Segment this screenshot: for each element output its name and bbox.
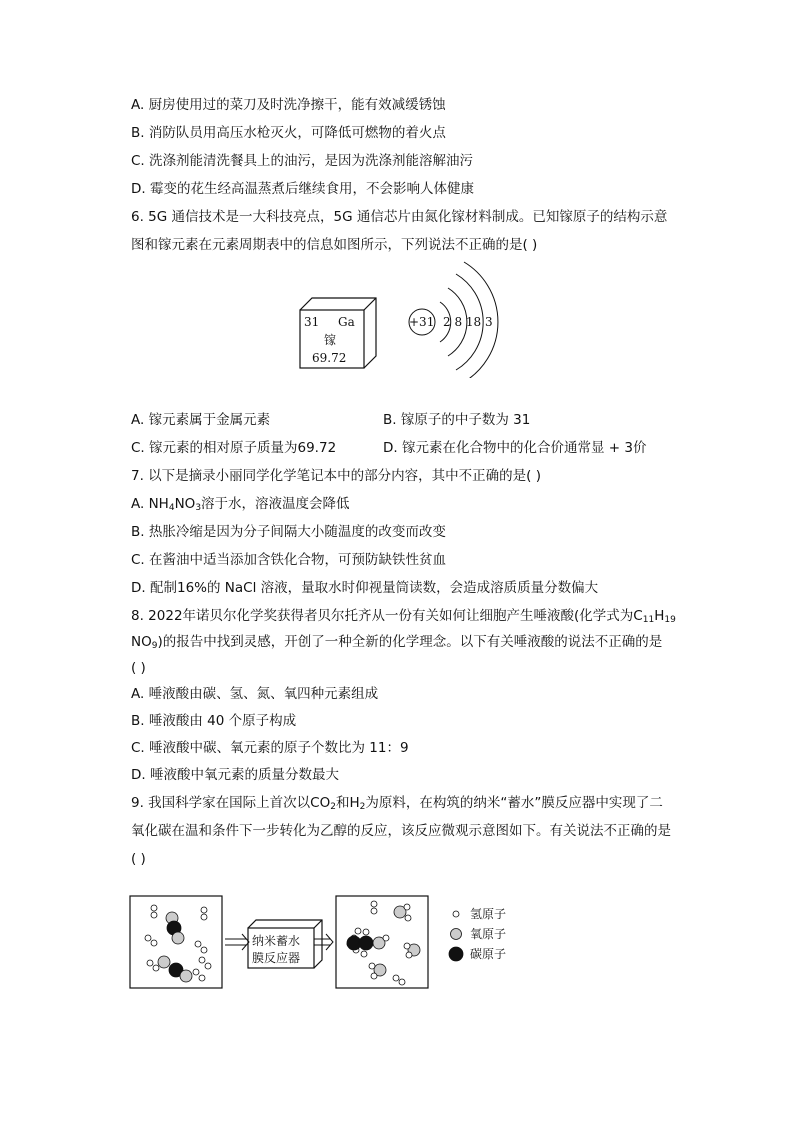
legend-oxygen-swatch: [451, 929, 462, 940]
legend-carbon-swatch: [449, 947, 463, 961]
legend: [449, 911, 463, 961]
q5-option-a: A. 厨房使用过的菜刀及时洗净擦干，能有效减缓锈蚀: [131, 97, 446, 113]
q9-stem-line3: ( ): [131, 851, 146, 867]
element-symbol: Ga: [338, 315, 355, 329]
q7-option-d: D. 配制16%的 NaCl 溶液，量取水时仰视量筒读数，会造成溶质质量分数偏大: [131, 580, 599, 596]
q6-stem-line2: 图和镓元素在元素周期表中的信息如图所示，下列说法不正确的是( ): [131, 237, 538, 253]
element-name: 镓: [324, 333, 337, 347]
q6-option-b: B. 镓原子的中子数为 31: [383, 412, 531, 428]
q8-stem-line2: $NO_9$)的报告中找到灵感，开创了一种全新的化学理念。以下有关唾液酸的说法不正确的是: [131, 634, 663, 651]
reaction-diagram: [128, 894, 528, 994]
legend-hydrogen-swatch: [453, 911, 459, 917]
legend-oxygen-label: 氧原子: [470, 927, 507, 941]
element-number: 31: [304, 315, 320, 329]
q8-option-c: C. 唾液酸中碳、氧元素的原子个数比为 11：9: [131, 740, 409, 756]
q7-option-b: B. 热胀冷缩是因为分子间隔大小随温度的改变而改变: [131, 524, 446, 540]
q7-option-a: A. $NH_4NO_3$溶于水，溶液温度会降低: [131, 496, 350, 513]
product-molecules: [347, 901, 420, 985]
nucleus-charge: +31: [409, 315, 435, 329]
legend-hydrogen-label: 氢原子: [470, 907, 507, 921]
q8-option-d: D. 唾液酸中氧元素的质量分数最大: [131, 767, 339, 783]
q9-stem-line1: 9. 我国科学家在国际上首次以$CO_2$和$H_2$为原料，在构筑的纳米“蓄水”膜反应器中实现了二: [131, 795, 663, 812]
q8-option-b: B. 唾液酸由 40 个原子构成: [131, 713, 297, 729]
q9-stem-line2: 氧化碳在温和条件下一步转化为乙醇的反应，该反应微观示意图如下。有关说法不正确的是: [131, 823, 671, 839]
electron-shell-counts: 2 8 18 3: [443, 315, 493, 329]
q6-option-d: D. 镓元素在化合物中的化合价通常显 + 3价: [383, 440, 647, 456]
gallium-figure: [290, 258, 510, 378]
legend-carbon-label: 碳原子: [470, 947, 507, 961]
q5-option-c: C. 洗涤剂能清洗餐具上的油污，是因为洗涤剂能溶解油污: [131, 153, 474, 169]
q7-option-c: C. 在酱油中适当添加含铁化合物，可预防缺铁性贫血: [131, 552, 447, 568]
q7-stem: 7. 以下是摘录小丽同学化学笔记本中的部分内容，其中不正确的是( ): [131, 468, 541, 484]
q8-stem-line1: 8. 2022年诺贝尔化学奖获得者贝尔托齐从一份有关如何让细胞产生唾液酸(化学式为$C_{11}H_{19}$: [131, 608, 676, 625]
q6-option-a: A. 镓元素属于金属元素: [131, 412, 271, 428]
q6-option-c: C. 镓元素的相对原子质量为69.72: [131, 440, 337, 456]
q8-stem-line3: ( ): [131, 660, 146, 676]
q6-stem-line1: 6. 5G 通信技术是一大科技亮点，5G 通信芯片由氮化镓材料制成。已知镓原子的结构示意: [131, 209, 668, 225]
q5-option-b: B. 消防队员用高压水枪灭火，可降低可燃物的着火点: [131, 125, 446, 141]
element-mass: 69.72: [312, 351, 347, 365]
q8-option-a: A. 唾液酸由碳、氢、氮、氧四种元素组成: [131, 686, 379, 702]
reactor-label-line1: 纳米蓄水: [252, 934, 301, 948]
q5-option-d: D. 霉变的花生经高温蒸煮后继续食用，不会影响人体健康: [131, 181, 474, 197]
reactant-molecules: [145, 905, 211, 982]
reactor-label-line2: 膜反应器: [252, 951, 301, 965]
